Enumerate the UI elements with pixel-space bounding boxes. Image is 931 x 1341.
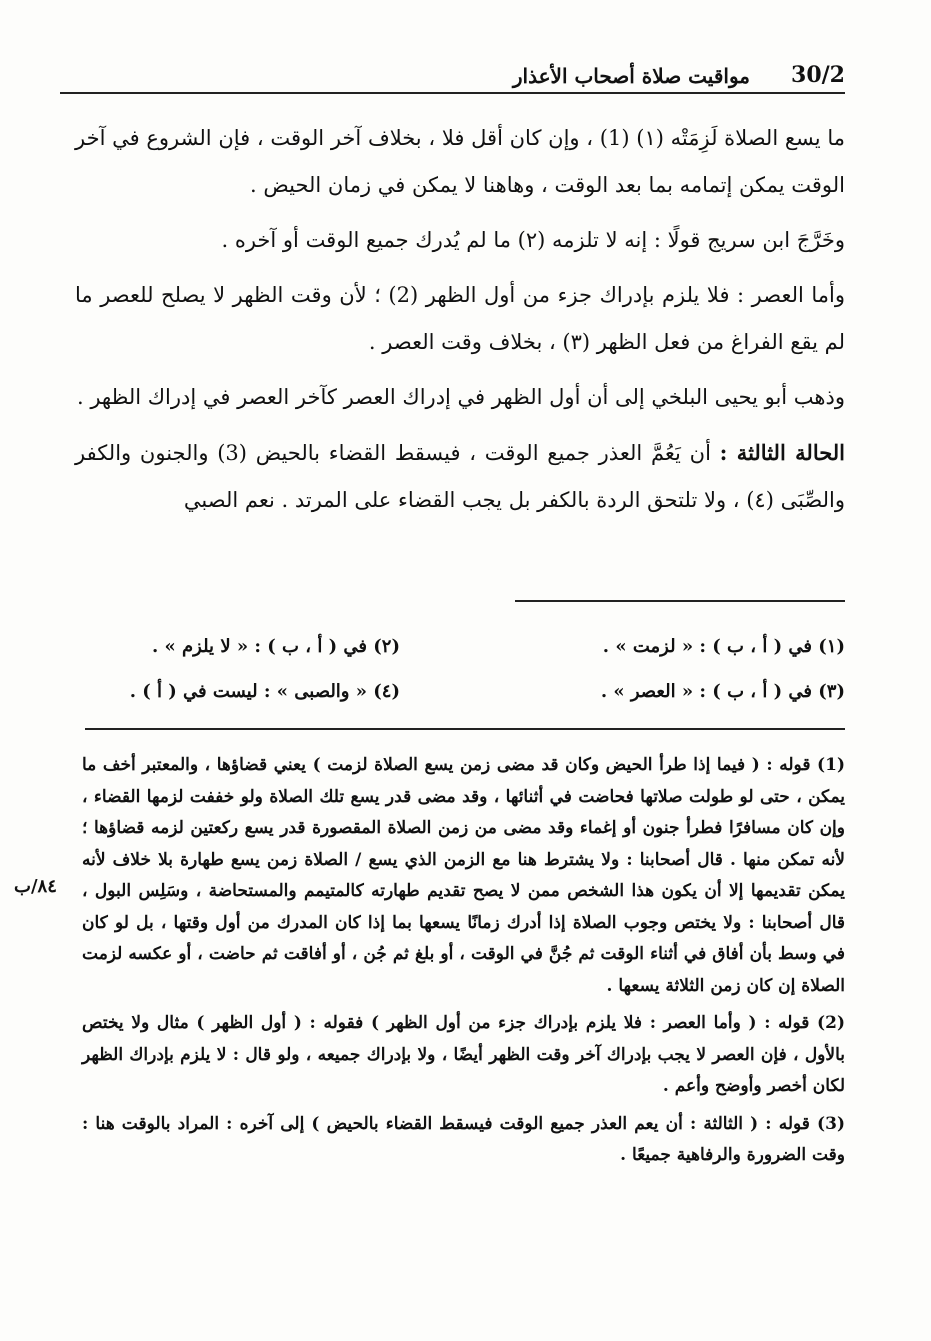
commentary-note-3: (3) قوله : ( الثالثة : أن يعم العذر جميع الوقت فيسقط القضاء بالحيض ) إلى آخره : المراد بالوقت هنا : وقت الضرورة والرفاهية جميعًا . [82, 1113, 845, 1165]
header-rule [60, 92, 845, 94]
paragraph-1: ما يسع الصلاة لَزِمَتْه (١) (1) ، وإن كان أقل فلا ، بخلاف آخر الوقت ، فإن الشروع في آخر الوقت يمكن إتمامه بما بعد الوقت ، وهاهنا لا يمكن في زمان الحيض . [75, 126, 845, 197]
variant-note-1: (١) في ( أ ، ب ) : « لزمت » . [602, 636, 845, 657]
commentary-note-1: (1) قوله : ( فيما إذا طرأ الحيض وكان قد مضى زمن يسع الصلاة لزمت ) يعني قضاؤها ، والمعتبر أخف ما يمكن ، حتى لو طولت صلاتها فحاضت في أثنائها ، وقد مضى قدر يسع تلك الصلاة ولو خففت لزمها القضاء ، وإن كان مسافرًا فطرأ جنون أو إغماء وقد مضى من زمن الصلاة المقصورة قدر يسع ركعتين لزمه قضاؤها ؛ لأنه تمكن منها . قال أصحابنا : ولا يشترط هنا مع الزمن الذي يسع / الصلاة زمن يسع طهارة بلا خلاف لأنه يمكن تقديمها إلا أن يكون هذا الشخص ممن لا يصح تقديم طهارته كالمتيمم والمستحاضة ، وسَلِس البول ، قال أصحابنا : ولا يختص وجوب الصلاة إذا أدرك زمانًا يسعها بما إذا كان المدرك من أول وقتها ، بل لو كان في وسط بأن أفاق في أثناء الوقت ثم جُنَّ في الوقت ، أو بلغ ثم جُن ، أو أفاقت ثم حاضت ، أو عكسه لزمت الصلاة إن كان زمن الثلاثة يسعها . [82, 755, 845, 996]
commentary-note-2: (2) قوله : ( وأما العصر : فلا يلزم بإدراك جزء من أول الظهر ) فقوله : ( أول الظهر ) مثال ولا يختص بالأول ، فإن العصر لا يجب بإدراك آخر وقت الظهر أيضًا ، ولا بإدراك جميعه ، ولو قال : لا يلزم بإدراك الظهر لكان أخصر وأوضح وأعم . [82, 1013, 845, 1096]
paragraph-5-text: أن يَعُمَّ العذر جميع الوقت ، فيسقط القضاء بالحيض (3) والجنون والكفر والصِّبَى (٤) ، ولا تلتحق الردة بالكفر بل يجب القضاء على المرتد . نعم الصبي [75, 441, 845, 512]
variant-row [110, 681, 845, 726]
variant-note-4: (٤) « والصبى » : ليست في ( أ ) . [129, 681, 400, 702]
manuscript-folio-marker: ٨٤/ب [14, 876, 57, 897]
paragraph-5 [75, 429, 845, 524]
section-heading: الحالة الثالثة : [719, 440, 846, 465]
page-number: 30/2 [791, 62, 845, 88]
paragraph-4: وذهب أبو يحيى البلخي إلى أن أول الظهر في إدراك العصر كآخر العصر في إدراك الظهر . [76, 385, 845, 409]
commentary-notes [82, 750, 845, 1178]
page-header [60, 60, 845, 100]
paragraph-2: وخَرَّجَ ابن سريج قولًا : إنه لا تلزمه (٢) ما لم يُدرك جميع الوقت أو آخره . [221, 228, 845, 252]
variant-note-2: (٢) في ( أ ، ب ) : « لا يلزم » . [151, 636, 400, 657]
footnote-divider-long [85, 728, 845, 730]
footnote-divider-short [515, 600, 845, 602]
variant-notes [110, 636, 845, 726]
running-title: مواقيت صلاة أصحاب الأعذار [512, 64, 750, 88]
variant-row [110, 636, 845, 681]
variant-note-3: (٣) في ( أ ، ب ) : « العصر » . [600, 681, 845, 702]
main-text [75, 115, 845, 536]
paragraph-3: وأما العصر : فلا يلزم بإدراك جزء من أول الظهر (2) ؛ لأن وقت الظهر لا يصلح للعصر ما لم يقع الفراغ من فعل الظهر (٣) ، بخلاف وقت العصر . [75, 283, 845, 354]
